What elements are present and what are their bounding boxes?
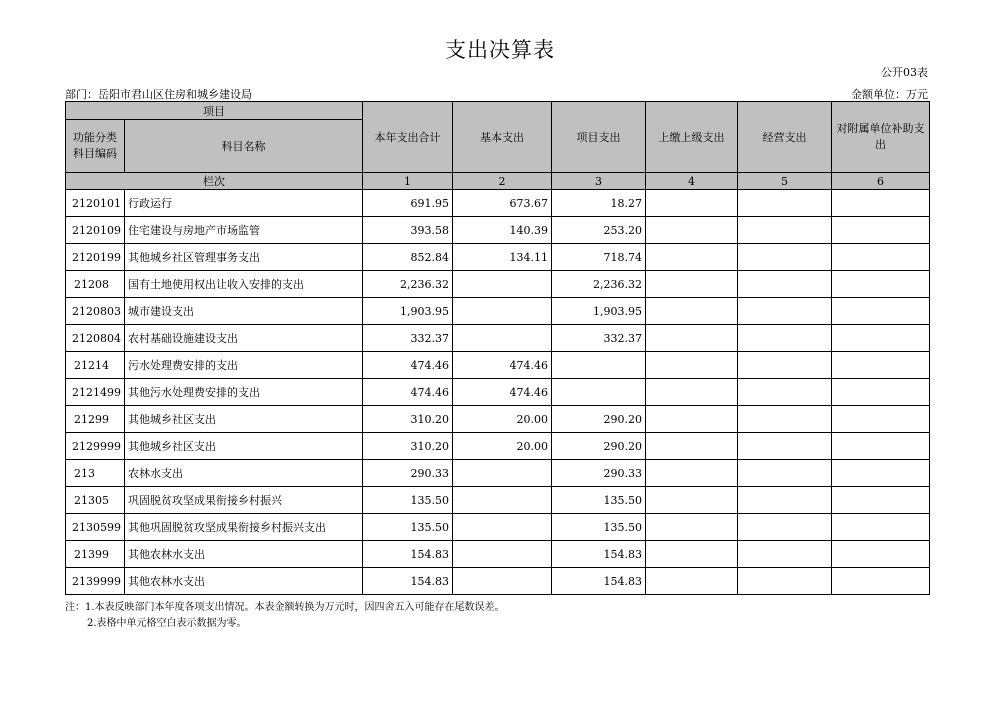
page-title: 支出决算表 — [445, 38, 555, 62]
row-business — [738, 460, 832, 487]
row-upper — [646, 514, 738, 541]
row-subsidy — [832, 514, 930, 541]
row-subsidy — [832, 379, 930, 406]
col-num-1: 1 — [363, 173, 453, 190]
row-subsidy — [832, 541, 930, 568]
unit-label: 金额单位：万元 — [851, 88, 928, 101]
row-total: 154.83 — [363, 568, 453, 595]
row-name: 行政运行 — [125, 190, 363, 217]
row-code: 21305 — [66, 487, 125, 514]
row-name: 其他污水处理费安排的支出 — [125, 379, 363, 406]
row-project: 154.83 — [552, 541, 646, 568]
row-code: 2139999 — [66, 568, 125, 595]
row-business — [738, 298, 832, 325]
row-upper — [646, 271, 738, 298]
row-total: 2,236.32 — [363, 271, 453, 298]
row-code: 2120109 — [66, 217, 125, 244]
table-row — [66, 190, 930, 217]
table-body — [66, 190, 930, 595]
row-business — [738, 217, 832, 244]
row-subsidy — [832, 244, 930, 271]
header-col-upper: 上缴上级支出 — [646, 102, 738, 173]
table-row — [66, 298, 930, 325]
row-business — [738, 433, 832, 460]
col-num-3: 3 — [552, 173, 646, 190]
row-project: 2,236.32 — [552, 271, 646, 298]
row-subsidy — [832, 271, 930, 298]
table-row — [66, 217, 930, 244]
row-business — [738, 406, 832, 433]
row-name: 城市建设支出 — [125, 298, 363, 325]
row-name: 农林水支出 — [125, 460, 363, 487]
row-upper — [646, 325, 738, 352]
row-project: 290.33 — [552, 460, 646, 487]
col-num-2: 2 — [453, 173, 552, 190]
notes — [65, 600, 505, 632]
row-subsidy — [832, 568, 930, 595]
row-code: 2121499 — [66, 379, 125, 406]
header-col-basic: 基本支出 — [453, 102, 552, 173]
row-upper — [646, 541, 738, 568]
row-name: 其他城乡社区管理事务支出 — [125, 244, 363, 271]
row-basic — [453, 298, 552, 325]
row-code: 2129999 — [66, 433, 125, 460]
row-code: 21214 — [66, 352, 125, 379]
row-basic — [453, 460, 552, 487]
row-total: 852.84 — [363, 244, 453, 271]
row-basic: 474.46 — [453, 379, 552, 406]
table-row — [66, 433, 930, 460]
row-upper — [646, 190, 738, 217]
row-basic: 20.00 — [453, 406, 552, 433]
row-code: 2120199 — [66, 244, 125, 271]
header-col-subsidy: 对附属单位补助支出 — [832, 102, 930, 173]
row-business — [738, 352, 832, 379]
row-total: 691.95 — [363, 190, 453, 217]
row-upper — [646, 487, 738, 514]
table-row — [66, 487, 930, 514]
row-total: 135.50 — [363, 487, 453, 514]
row-total: 310.20 — [363, 433, 453, 460]
row-upper — [646, 568, 738, 595]
row-project: 154.83 — [552, 568, 646, 595]
row-upper — [646, 352, 738, 379]
row-project: 332.37 — [552, 325, 646, 352]
row-business — [738, 541, 832, 568]
row-business — [738, 568, 832, 595]
row-code: 213 — [66, 460, 125, 487]
row-upper — [646, 244, 738, 271]
row-name: 农村基础设施建设支出 — [125, 325, 363, 352]
table-row — [66, 352, 930, 379]
note-2: 2.表格中单元格空白表示数据为零。 — [87, 618, 247, 629]
row-project: 253.20 — [552, 217, 646, 244]
row-business — [738, 244, 832, 271]
header-func-code: 功能分类科目编码 — [66, 120, 125, 173]
row-upper — [646, 460, 738, 487]
header-col-total: 本年支出合计 — [363, 102, 453, 173]
col-num-4: 4 — [646, 173, 738, 190]
row-total: 1,903.95 — [363, 298, 453, 325]
row-upper — [646, 217, 738, 244]
row-subsidy — [832, 190, 930, 217]
header-col-project: 项目支出 — [552, 102, 646, 173]
row-basic — [453, 568, 552, 595]
row-total: 290.33 — [363, 460, 453, 487]
row-business — [738, 487, 832, 514]
row-total: 474.46 — [363, 379, 453, 406]
col-num-6: 6 — [832, 173, 930, 190]
row-name: 巩固脱贫攻坚成果衔接乡村振兴 — [125, 487, 363, 514]
row-basic — [453, 271, 552, 298]
expenditure-table — [65, 101, 930, 595]
row-business — [738, 325, 832, 352]
row-code: 2120101 — [66, 190, 125, 217]
row-project: 135.50 — [552, 487, 646, 514]
row-subsidy — [832, 433, 930, 460]
table-row — [66, 514, 930, 541]
row-business — [738, 379, 832, 406]
row-subsidy — [832, 217, 930, 244]
row-name: 住宅建设与房地产市场监管 — [125, 217, 363, 244]
row-basic — [453, 487, 552, 514]
row-business — [738, 271, 832, 298]
row-business — [738, 514, 832, 541]
row-name: 其他巩固脱贫攻坚成果衔接乡村振兴支出 — [125, 514, 363, 541]
header-col-business: 经营支出 — [738, 102, 832, 173]
row-name: 其他城乡社区支出 — [125, 406, 363, 433]
table-row — [66, 406, 930, 433]
table-row — [66, 568, 930, 595]
row-subsidy — [832, 325, 930, 352]
row-code: 2120804 — [66, 325, 125, 352]
row-project: 290.20 — [552, 433, 646, 460]
row-subsidy — [832, 487, 930, 514]
row-project: 718.74 — [552, 244, 646, 271]
row-total: 474.46 — [363, 352, 453, 379]
table-row — [66, 379, 930, 406]
row-basic — [453, 541, 552, 568]
note-1: 注：1.本表反映部门本年度各项支出情况。本表金额转换为万元时，因四舍五入可能存在尾数误差。 — [65, 602, 505, 613]
row-project: 18.27 — [552, 190, 646, 217]
row-upper — [646, 298, 738, 325]
row-business — [738, 190, 832, 217]
row-name: 其他农林水支出 — [125, 541, 363, 568]
header-subject-name: 科目名称 — [125, 120, 363, 173]
header-lanci: 栏次 — [66, 173, 363, 190]
row-code: 2120803 — [66, 298, 125, 325]
row-basic: 673.67 — [453, 190, 552, 217]
header-item: 项目 — [66, 102, 363, 120]
row-total: 332.37 — [363, 325, 453, 352]
row-total: 393.58 — [363, 217, 453, 244]
table-row — [66, 541, 930, 568]
row-name: 其他农林水支出 — [125, 568, 363, 595]
row-subsidy — [832, 406, 930, 433]
row-total: 310.20 — [363, 406, 453, 433]
form-code: 公开03表 — [881, 66, 928, 79]
table-row — [66, 460, 930, 487]
row-subsidy — [832, 352, 930, 379]
row-total: 135.50 — [363, 514, 453, 541]
row-code: 21399 — [66, 541, 125, 568]
row-total: 154.83 — [363, 541, 453, 568]
row-project — [552, 379, 646, 406]
table-row — [66, 244, 930, 271]
row-project: 290.20 — [552, 406, 646, 433]
row-upper — [646, 433, 738, 460]
table-row — [66, 271, 930, 298]
row-basic: 134.11 — [453, 244, 552, 271]
row-subsidy — [832, 298, 930, 325]
row-name: 国有土地使用权出让收入安排的支出 — [125, 271, 363, 298]
row-upper — [646, 379, 738, 406]
row-name: 污水处理费安排的支出 — [125, 352, 363, 379]
row-project — [552, 352, 646, 379]
row-basic: 474.46 — [453, 352, 552, 379]
row-code: 21208 — [66, 271, 125, 298]
row-name: 其他城乡社区支出 — [125, 433, 363, 460]
row-basic — [453, 514, 552, 541]
department-label: 部门：岳阳市君山区住房和城乡建设局 — [65, 88, 252, 101]
row-basic — [453, 325, 552, 352]
row-basic: 20.00 — [453, 433, 552, 460]
row-subsidy — [832, 460, 930, 487]
row-basic: 140.39 — [453, 217, 552, 244]
table-row — [66, 325, 930, 352]
row-project: 135.50 — [552, 514, 646, 541]
row-code: 2130599 — [66, 514, 125, 541]
row-project: 1,903.95 — [552, 298, 646, 325]
row-upper — [646, 406, 738, 433]
row-code: 21299 — [66, 406, 125, 433]
col-num-5: 5 — [738, 173, 832, 190]
